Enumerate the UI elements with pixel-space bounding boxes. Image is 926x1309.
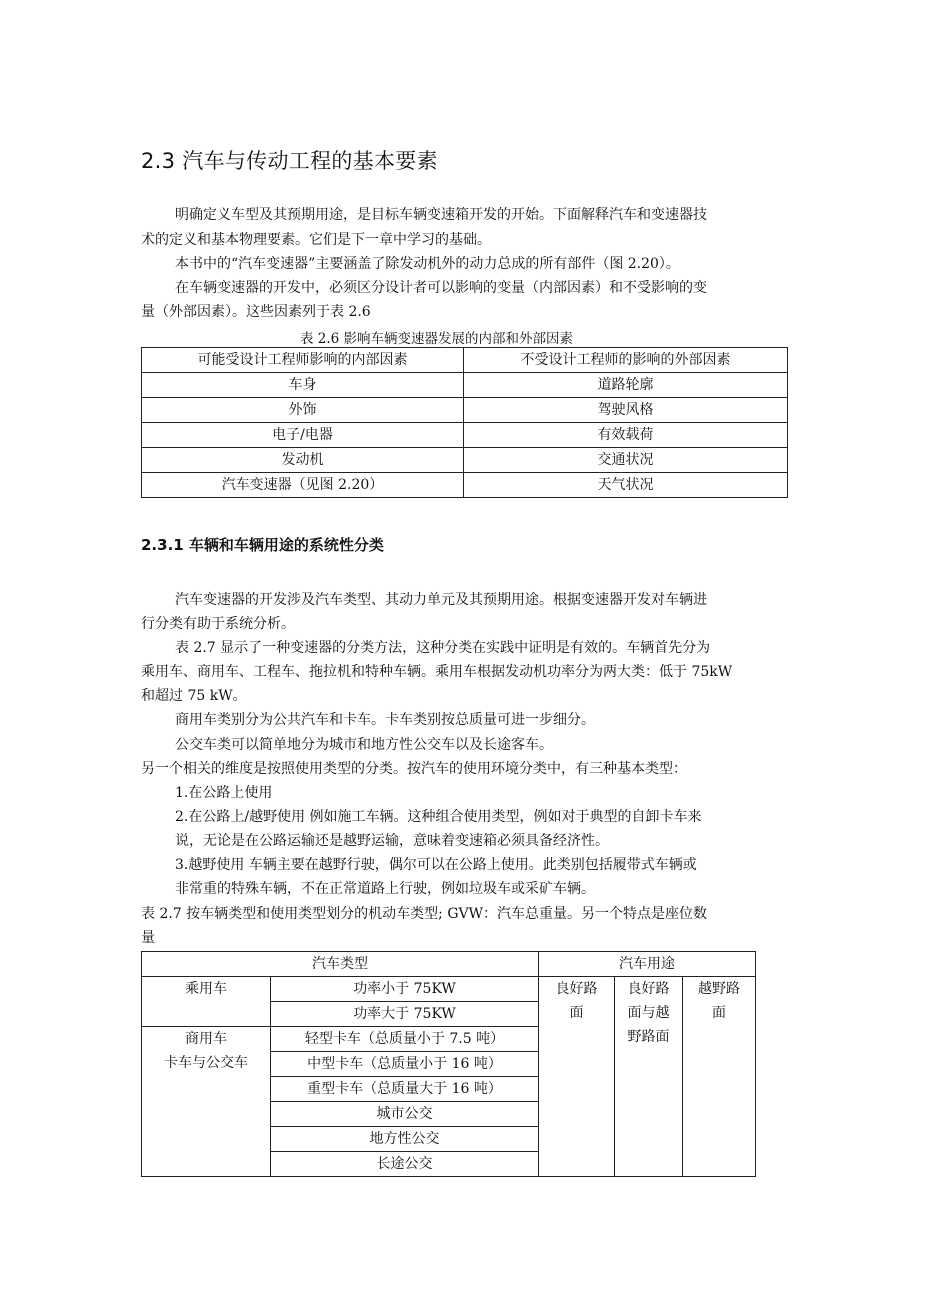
paragraph-line: 公交车类可以简单地分为城市和地方性公交车以及长途客车。	[175, 737, 553, 753]
table-cell: 外饰	[142, 398, 464, 423]
table-row	[142, 473, 788, 498]
use-mixed-road-cell	[615, 977, 683, 1177]
use-label-line: 面	[569, 1005, 584, 1021]
paragraph-line: 乘用车、商用车、工程车、拖拉机和特种车辆。乘用车根据发动机功率分为两大类：低于 75kW	[141, 664, 733, 680]
table-cell: 有效载荷	[464, 423, 788, 448]
table-row	[142, 373, 788, 398]
paragraph-line: 另一个相关的维度是按照使用类型的分类。按汽车的使用环境分类中，有三种基本类型：	[141, 761, 687, 777]
paragraph-line: 商用车类别分为公共汽车和卡车。卡车类别按总质量可进一步细分。	[175, 712, 595, 728]
use-label-line: 良好路	[555, 981, 598, 997]
use-offroad-cell	[683, 977, 756, 1177]
paragraph-line: 和超过 75 kW。	[141, 688, 247, 704]
table-header-row	[142, 952, 756, 977]
table-cell: 重型卡车（总质量大于 16 吨）	[271, 1077, 539, 1102]
table-2-7	[141, 951, 756, 1177]
use-good-road-cell	[539, 977, 615, 1177]
table-cell: 长途公交	[271, 1152, 539, 1177]
table-cell: 发动机	[142, 448, 464, 473]
commercial-label-line: 商用车	[185, 1031, 227, 1047]
table-cell: 中型卡车（总质量小于 16 吨）	[271, 1052, 539, 1077]
use-label-line: 面与越	[627, 1005, 670, 1021]
table-row	[142, 977, 756, 1002]
table-cell: 交通状况	[464, 448, 788, 473]
commercial-vehicle-cell	[142, 1027, 271, 1177]
subsection-title: 2.3.1 车辆和车辆用途的系统性分类	[141, 536, 384, 554]
passenger-car-cell: 乘用车	[142, 977, 271, 1027]
table-cell: 天气状况	[464, 473, 788, 498]
use-label-line: 越野路	[698, 981, 740, 997]
list-item-continuation: 非常重的特殊车辆，不在正常道路上行驶，例如垃圾车或采矿车辆。	[175, 881, 595, 897]
table-2-6-caption: 表 2.6 影响车辆变速器发展的内部和外部因素	[300, 331, 574, 347]
paragraph-line: 汽车变速器的开发涉及汽车类型、其动力单元及其预期用途。根据变速器开发对车辆进	[175, 592, 707, 608]
list-item: 3.越野使用 车辆主要在越野行驶，偶尔可以在公路上使用。此类别包括履带式车辆或	[175, 857, 697, 873]
table-row	[142, 398, 788, 423]
table-header-cell: 不受设计工程师的影响的外部因素	[464, 348, 788, 373]
table-2-7-caption: 表 2.7 按车辆类型和使用类型划分的机动车类型; GVW：汽车总重量。另一个特点是座位数	[141, 906, 708, 922]
table-cell: 车身	[142, 373, 464, 398]
use-label-line: 良好路	[627, 981, 670, 997]
table-2-6	[141, 347, 788, 498]
paragraph-line: 本书中的“汽车变速器”主要涵盖了除发动机外的动力总成的所有部件（图 2.20）。	[175, 256, 680, 272]
table-header-row	[142, 348, 788, 373]
paragraph-line: 术的定义和基本物理要素。它们是下一章中学习的基础。	[141, 232, 491, 248]
table-cell: 地方性公交	[271, 1127, 539, 1152]
table-cell: 轻型卡车（总质量小于 7.5 吨）	[271, 1027, 539, 1052]
use-label-line: 野路面	[627, 1029, 670, 1045]
list-item-continuation: 说，无论是在公路运输还是越野运输，意味着变速箱必须具备经济性。	[175, 833, 609, 849]
table-header-cell: 汽车用途	[539, 952, 756, 977]
list-item: 1.在公路上使用	[175, 785, 273, 801]
commercial-label-line: 卡车与公交车	[164, 1055, 248, 1071]
table-header-cell: 汽车类型	[142, 952, 539, 977]
table-cell: 功率大于 75KW	[271, 1002, 539, 1027]
paragraph-line: 表 2.7 显示了一种变速器的分类方法，这种分类在实践中证明是有效的。车辆首先分为	[175, 640, 711, 656]
paragraph-line: 明确定义车型及其预期用途，是目标车辆变速箱开发的开始。下面解释汽车和变速器技	[175, 207, 707, 223]
table-cell: 城市公交	[271, 1102, 539, 1127]
use-label-line: 面	[712, 1005, 726, 1021]
table-cell: 汽车变速器（见图 2.20）	[142, 473, 464, 498]
table-cell: 电子/电器	[142, 423, 464, 448]
paragraph-line: 行分类有助于系统分析。	[141, 616, 295, 632]
paragraph-line: 量（外部因素）。这些因素列于表 2.6	[141, 304, 371, 320]
table-cell: 驾驶风格	[464, 398, 788, 423]
table-cell: 功率小于 75KW	[271, 977, 539, 1002]
list-item: 2.在公路上/越野使用 例如施工车辆。这种组合使用类型，例如对于典型的自卸卡车来	[175, 809, 702, 825]
section-title: 2.3 汽车与传动工程的基本要素	[141, 149, 438, 173]
table-row	[142, 448, 788, 473]
table-2-7-caption-continuation: 量	[141, 930, 155, 946]
table-header-cell: 可能受设计工程师影响的内部因素	[142, 348, 464, 373]
table-cell: 道路轮廓	[464, 373, 788, 398]
paragraph-line: 在车辆变速器的开发中，必须区分设计者可以影响的变量（内部因素）和不受影响的变	[175, 280, 707, 296]
table-row	[142, 423, 788, 448]
